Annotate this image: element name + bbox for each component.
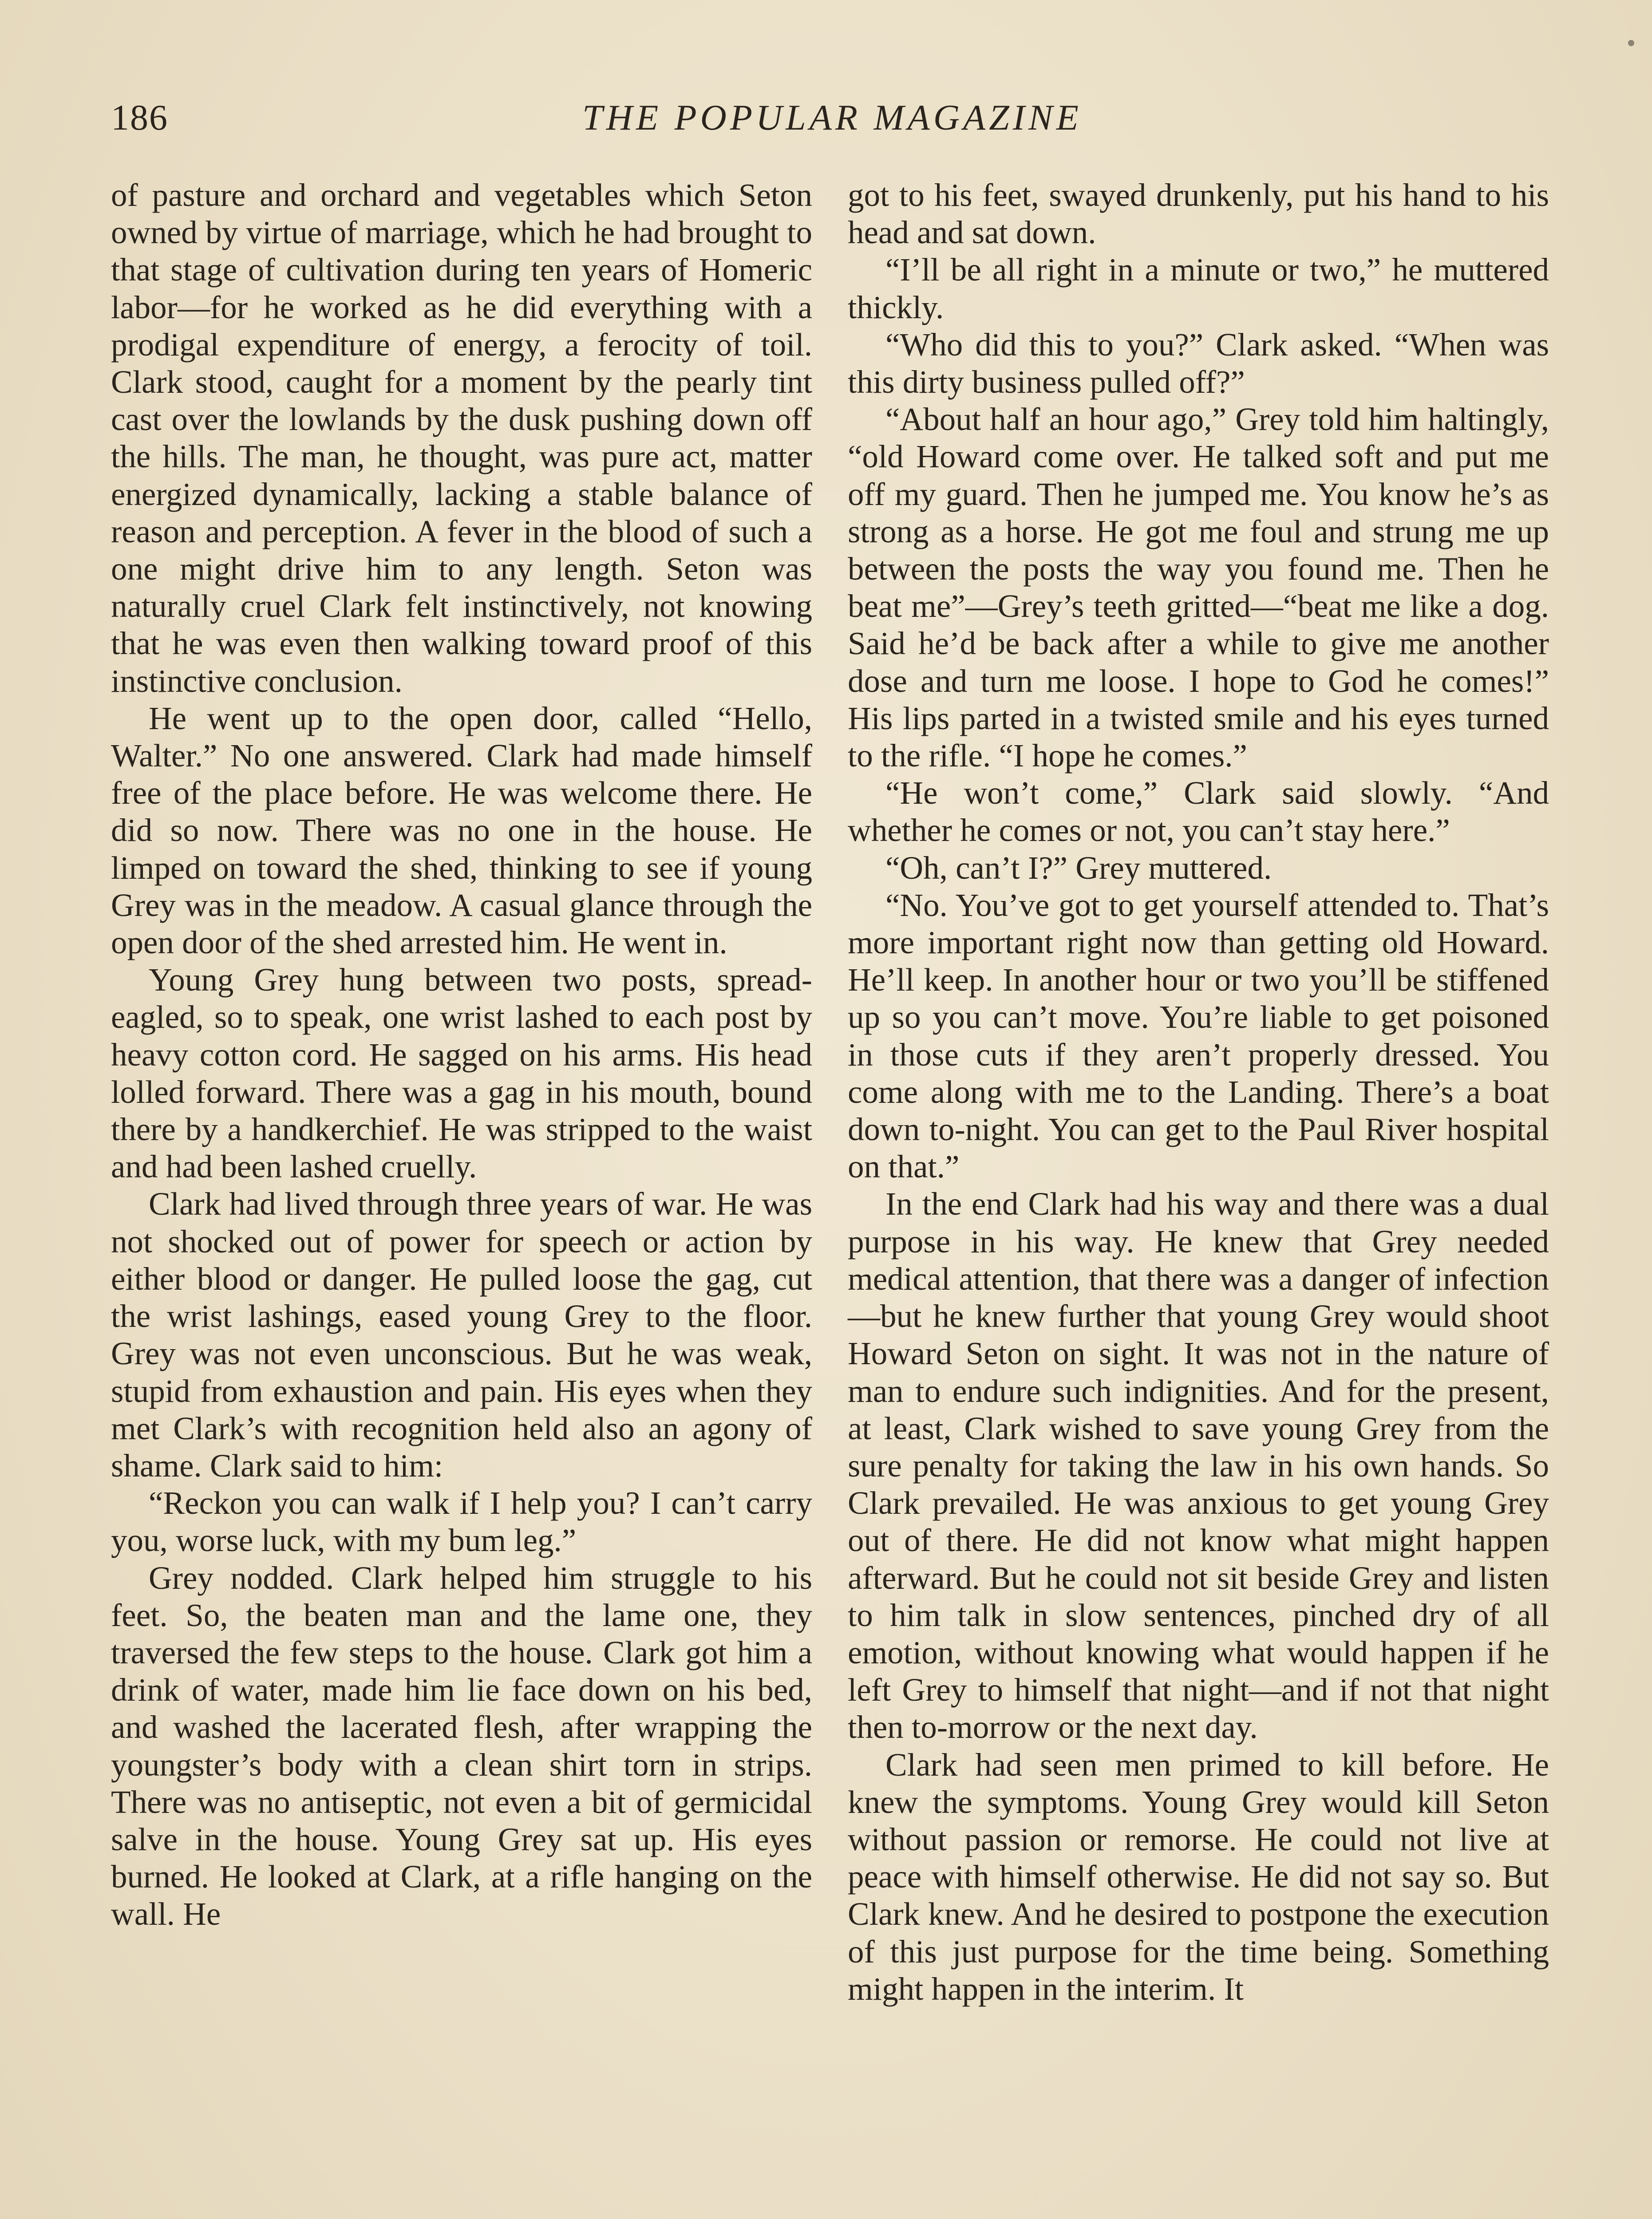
paragraph: Clark had seen men primed to kill before. He knew the symptoms. Young Grey would kill Seton without passion or remorse. He could not live at peace with himself otherwise. He did not say so. But Clark knew. And he desired to postpone the execution of this just purpose for the time being. Something might happen in the interim. It — [848, 1746, 1549, 2007]
paragraph: Clark had lived through three years of war. He was not shocked out of power for speech or action by either blood or danger. He pulled loose the gag, cut the wrist lashings, eased young Grey to the floor. Grey was not even unconscious. But he was weak, stupid from exhaustion and pain. His eyes when they met Clark’s with recognition held also an agony of shame. Clark said to him: — [111, 1186, 812, 1484]
paragraph: got to his feet, swayed drunkenly, put his hand to his head and sat down. — [848, 177, 1549, 251]
left-column — [111, 177, 812, 1933]
paragraph: “No. You’ve got to get yourself attended to. That’s more important right now than getting old Howard. He’ll keep. In another hour or two you’ll be stiffened up so you can’t move. You’re liable to get poisoned in those cuts if they aren’t properly dressed. You come along with me to the Landing. There’s a boat down to-night. You can get to the Paul River hospital on that.” — [848, 887, 1549, 1185]
paragraph: “Reckon you can walk if I help you? I can’t carry you, worse luck, with my bum leg.” — [111, 1485, 812, 1559]
right-column — [848, 177, 1549, 2008]
paragraph: “I’ll be all right in a minute or two,” he muttered thickly. — [848, 252, 1549, 325]
paragraph: Young Grey hung between two posts, spread-eagled, so to speak, one wrist lashed to each post by heavy cotton cord. He sagged on his arms. His head lolled forward. There was a gag in his mouth, bound there by a handkerchief. He was stripped to the waist and had been lashed cruelly. — [111, 962, 812, 1185]
paragraph: “Oh, can’t I?” Grey muttered. — [885, 849, 1272, 886]
paragraph: “About half an hour ago,” Grey told him haltingly, “old Howard come over. He talked soft and put me off my guard. Then he jumped me. You know he’s as strong as a horse. He got me foul and strung me up between the posts the way you found me. Then he beat me”—Grey’s teeth gritted—“beat me like a dog. Said he’d be back after a while to give me another dose and turn me loose. I hope to God he comes!” His lips parted in a twisted smile and his eyes turned to the rifle. “I hope he comes.” — [848, 401, 1549, 774]
paragraph: In the end Clark had his way and there was a dual purpose in his way. He knew that Grey needed medical attention, that there was a danger of infection—but he knew further that young Grey would shoot Howard Seton on sight. It was not in the nature of man to endure such indignities. And for the present, at least, Clark wished to save young Grey from the sure penalty for taking the law in his own hands. So Clark prevailed. He was anxious to get young Grey out of there. He did not know what might happen afterward. But he could not sit beside Grey and listen to him talk in slow sentences, pinched dry of all emotion, without knowing what would happen if he left Grey to himself that night—and if not that night then to-morrow or the next day. — [848, 1186, 1549, 1745]
corner-speck — [1628, 40, 1634, 46]
page-number: 186 — [111, 97, 168, 138]
paragraph: “Who did this to you?” Clark asked. “When was this dirty business pulled off?” — [848, 326, 1549, 400]
paragraph: He went up to the open door, called “Hello, Walter.” No one answered. Clark had made himself free of the place before. He was welcome there. He did so now. There was no one in the house. He limped on toward the shed, thinking to see if young Grey was in the meadow. A casual glance through the open door of the shed arrested him. He went in. — [111, 700, 812, 961]
paragraph: Grey nodded. Clark helped him struggle to his feet. So, the beaten man and the lame one, they traversed the few steps to the house. Clark got him a drink of water, made him lie face down on his bed, and washed the lacerated flesh, after wrapping the youngster’s body with a clean shirt torn in strips. There was no antiseptic, not even a bit of germicidal salve in the house. Young Grey sat up. His eyes burned. He looked at Clark, at a rifle hanging on the wall. He — [111, 1560, 812, 1932]
running-title: THE POPULAR MAGAZINE — [582, 97, 1082, 138]
page-header — [111, 97, 1553, 146]
paragraph: “He won’t come,” Clark said slowly. “And whether he comes or not, you can’t stay here.” — [848, 775, 1549, 849]
paragraph: of pasture and orchard and vegetables which Seton owned by virtue of marriage, which he had brought to that stage of cultivation during ten years of Homeric labor—for he worked as he did everything with a prodigal expenditure of energy, a ferocity of toil. Clark stood, caught for a moment by the pearly tint cast over the lowlands by the dusk pushing down off the hills. The man, he thought, was pure act, matter energized dynamically, lacking a stable balance of reason and perception. A fever in the blood of such a one might drive him to any length. Seton was naturally cruel Clark felt instinctively, not knowing that he was even then walking toward proof of this instinctive conclusion. — [111, 177, 812, 699]
